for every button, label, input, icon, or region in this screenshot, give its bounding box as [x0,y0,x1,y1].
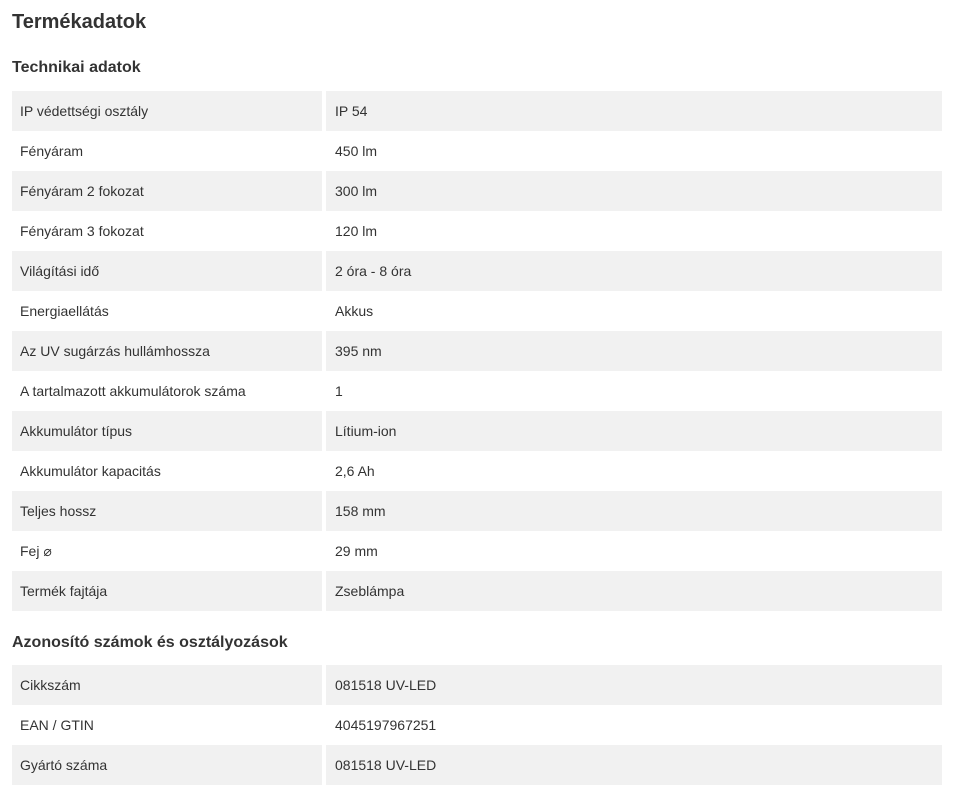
row-label: Energiaellátás [20,303,109,319]
row-value: 450 lm [335,143,378,159]
row-value: Lítium-ion [326,411,942,451]
row-label: Gyártó száma [12,745,322,785]
row-label: Világítási idő [12,251,322,291]
section-heading-technical: Technikai adatok [12,59,141,76]
row-label: Az UV sugárzás hullámhossza [12,331,322,371]
table-row [12,411,942,451]
table-row [12,211,942,251]
row-value: 29 mm [335,543,378,559]
row-label: Akkumulátor kapacitás [20,463,161,479]
table-row [12,571,942,611]
row-label: Termék fajtája [12,571,322,611]
row-value: 4045197967251 [335,717,437,733]
table-row [12,705,942,745]
row-value: 2,6 Ah [335,463,375,479]
page-title: Termékadatok [12,11,147,33]
table-row [12,371,942,411]
row-value: 300 lm [326,171,942,211]
identifiers-table [12,665,942,785]
row-label: Fej ⌀ [20,542,52,559]
row-label: EAN / GTIN [20,717,94,733]
row-label: IP védettségi osztály [12,91,322,131]
section-heading-identifiers: Azonosító számok és osztályozások [12,634,288,651]
table-row [12,331,942,371]
row-value: Zseblámpa [326,571,942,611]
row-label: Fényáram 2 fokozat [12,171,322,211]
technical-data-table [12,91,942,611]
table-row [12,531,942,571]
row-label: Teljes hossz [12,491,322,531]
row-value: 158 mm [326,491,942,531]
table-row [12,131,942,171]
table-row [12,745,942,785]
table-row [12,491,942,531]
row-label: Cikkszám [12,665,322,705]
table-row [12,291,942,331]
row-value: 1 [335,383,343,399]
row-label: Fényáram 3 fokozat [20,223,144,239]
table-row [12,451,942,491]
table-row [12,171,942,211]
row-value: 081518 UV-LED [326,665,942,705]
table-row [12,91,942,131]
row-label: A tartalmazott akkumulátorok száma [20,383,246,399]
row-value: 2 óra - 8 óra [326,251,942,291]
row-label: Akkumulátor típus [12,411,322,451]
row-value: 081518 UV-LED [326,745,942,785]
row-value: IP 54 [326,91,942,131]
table-row [12,665,942,705]
table-row [12,251,942,291]
row-value: Akkus [335,303,374,319]
row-value: 395 nm [326,331,942,371]
row-value: 120 lm [335,223,378,239]
row-label: Fényáram [20,143,84,159]
